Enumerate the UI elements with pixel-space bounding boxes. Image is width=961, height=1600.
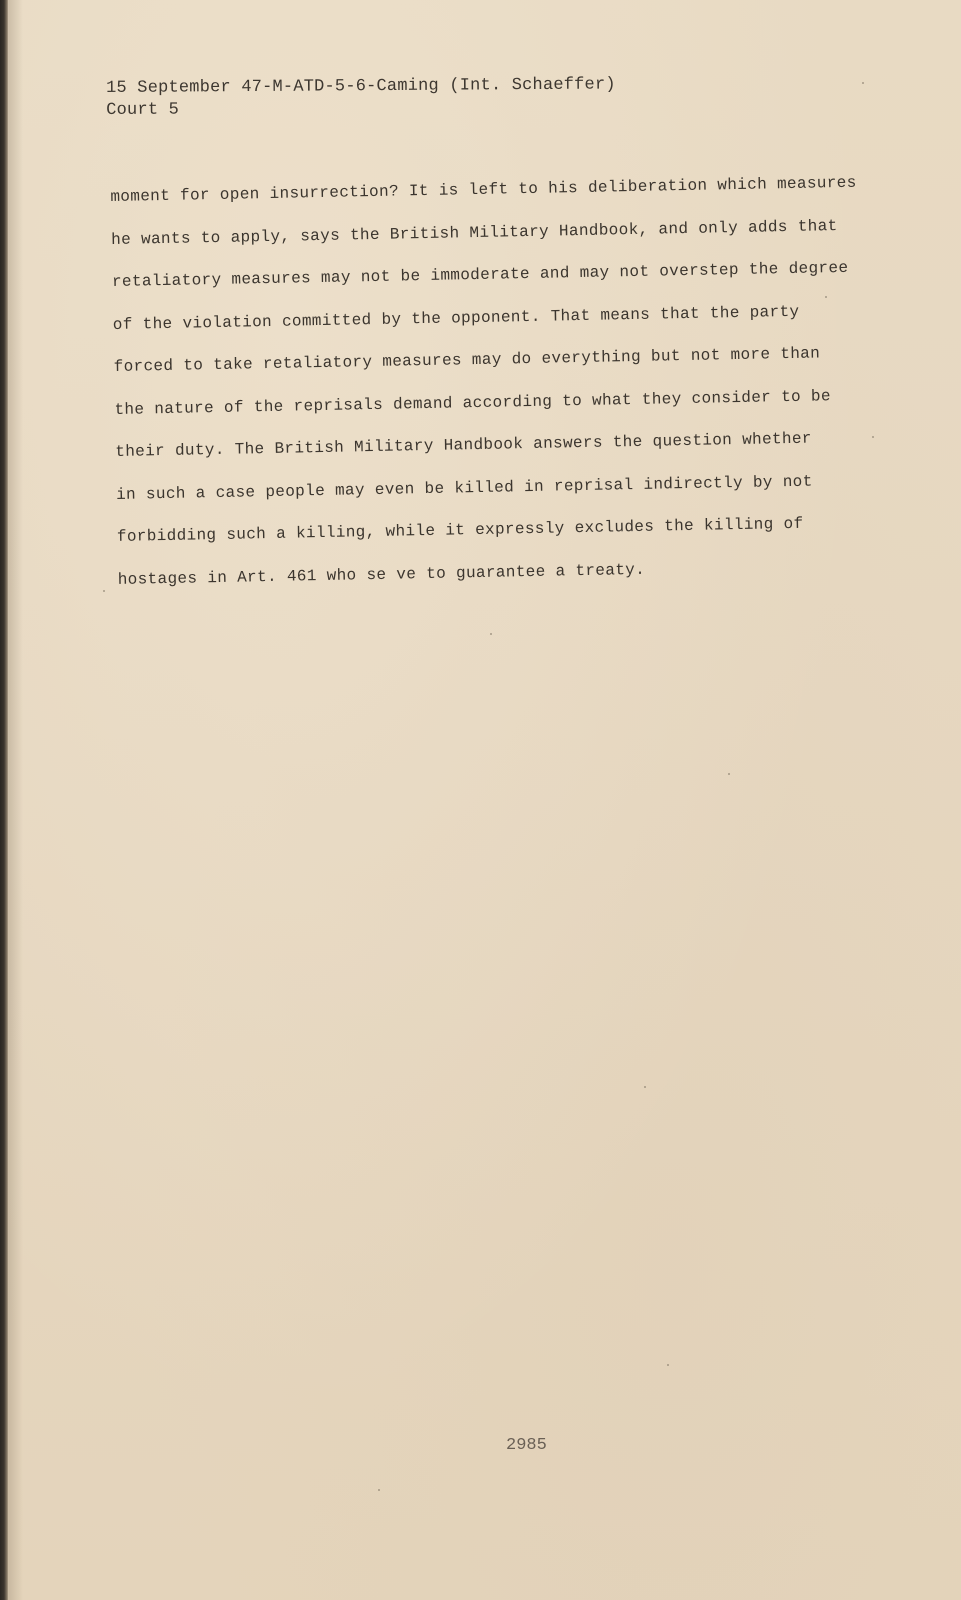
body-text [110, 161, 908, 601]
page-number: 2985 [506, 1436, 547, 1455]
body-line: of the violation committed by the opponent. That means that the party [112, 302, 800, 334]
paper-speck [728, 773, 730, 775]
paper-speck [862, 82, 864, 84]
header-court: Court 5 [106, 100, 180, 120]
body-line: moment for open insurrection? It is left to his deliberation which measures [110, 173, 857, 206]
body-line: forbidding such a killing, while it expressly excludes the killing of [116, 514, 804, 546]
paper-speck [490, 633, 492, 635]
body-line: hostages in Art. 461 who se ve to guarantee a treaty. [117, 560, 646, 589]
body-line: forced to take retaliatory measures may do everything but not more than [113, 344, 821, 376]
paper-speck [644, 1086, 646, 1088]
paper-speck [667, 1364, 669, 1366]
header-date-reference: 15 September 47-M-ATD-5-6-Caming (Int. Schaeffer) [106, 75, 616, 98]
body-line: the nature of the reprisals demand according to what they consider to be [114, 386, 832, 419]
paper-speck [872, 436, 874, 438]
page-binding-edge [0, 0, 9, 1600]
body-line: retaliatory measures may not be immoderate and may not overstep the degree [111, 258, 849, 291]
paper-speck [103, 590, 105, 592]
paper-speck [825, 296, 827, 298]
page-edge-shadow [9, 0, 23, 1600]
paper-speck [378, 1489, 380, 1491]
body-line: he wants to apply, says the British Military Handbook, and only adds that [111, 216, 838, 249]
body-line: in such a case people may even be killed in reprisal indirectly by not [115, 472, 813, 504]
document-header [106, 74, 616, 122]
body-line: their duty. The British Military Handbook answers the question whether [115, 429, 812, 461]
